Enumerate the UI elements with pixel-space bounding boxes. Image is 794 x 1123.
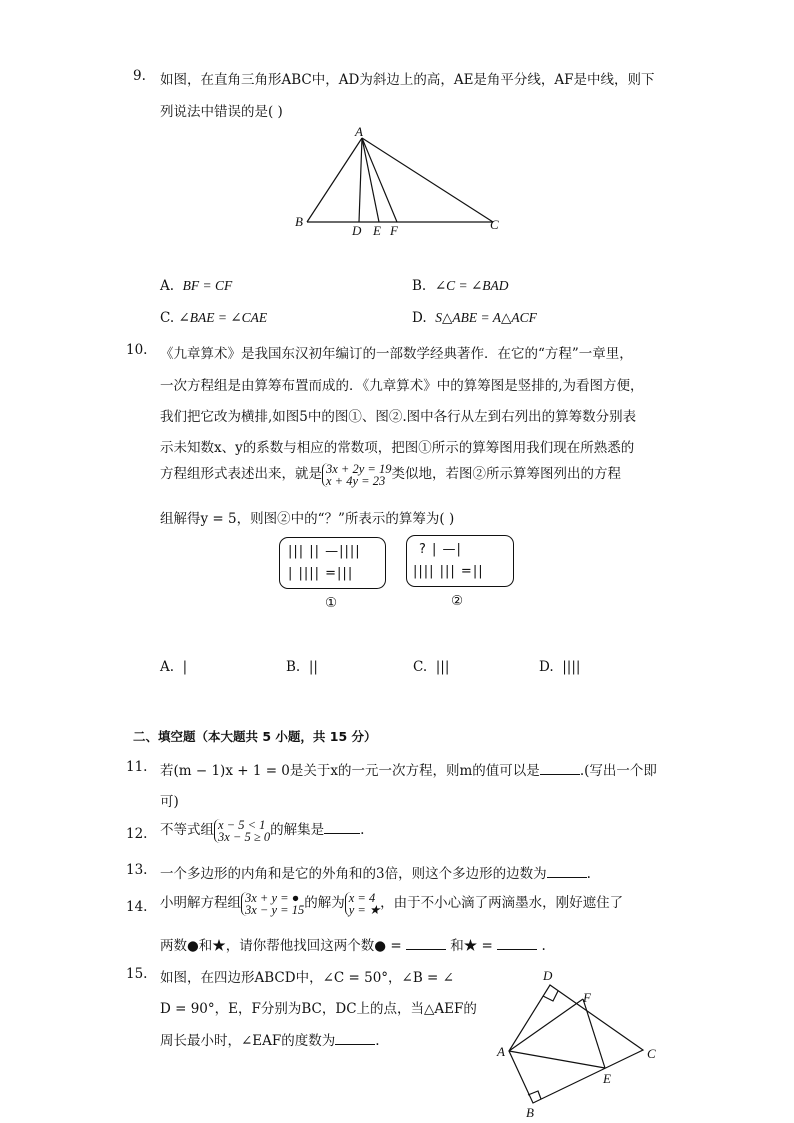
label-A: A [355,124,363,139]
q10-text-line5: 方程组形式表述出来，就是 3x + 2y = 19 x + 4y = 23 类似地，若图②所示算筹图列出的方程 [160,461,621,488]
counting-rod-figure-2 [406,535,514,587]
q13-answer-blank[interactable] [547,877,587,878]
label-F: F [390,223,398,238]
q14-text-line1: 小明解方程组 3x + y = ● 3x − y = 15的解为 x = 4 y = ★，由于不小心滴了两滴墨水，刚好遮住了 [160,890,624,917]
q14-answer-blank-2[interactable] [497,949,537,950]
q11-text-line1: 若(m − 1)x + 1 = 0是关于x的一元一次方程，则m的值可以是 .(写出一个即 [160,763,657,779]
fig2-row2: |||| ||| =|| [413,564,484,579]
label-E: E [373,223,381,238]
q14-solution-system: x = 4 y = ★ [345,892,380,916]
q15-quadrilateral-figure [490,962,670,1120]
q9-option-b[interactable]: B. ∠C = ∠BAD [412,278,509,294]
counting-rod-figure-1 [279,537,386,589]
q15-text-line2: D = 90°，E，F分别为BC，DC上的点，当△AEF的 [160,1001,477,1017]
fig2-caption: ② [451,593,464,609]
q14-answer-blank-1[interactable] [406,949,446,950]
q10-number: 10. [126,342,148,358]
q10-option-a[interactable]: A. | [160,659,188,675]
fig1-row2: | |||| =||| [288,566,354,581]
fig2-row1: ? | —| [419,542,462,557]
q13-number: 13. [126,862,148,878]
fig1-row1: ||| || —|||| [288,544,361,559]
q9-number: 9. [133,68,146,84]
q10-equation-system: 3x + 2y = 19 x + 4y = 23 [322,463,391,487]
q15-text-line3: 周长最小时，∠EAF的度数为 . [160,1033,380,1049]
q10-text-line6: 组解得y = 5，则图②中的“？”所表示的算筹为( ) [160,511,455,527]
q12-text: 不等式组 x − 5 < 1 3x − 5 ≥ 0的解集是 . [160,817,365,844]
label-D: D [543,968,553,983]
q10-text-line4: 示未知数x、y的系数与相应的常数项，把图①所示的算筹图用我们现在所熟悉的 [160,440,635,456]
label-C: C [647,1046,656,1061]
q9-option-c[interactable]: C. ∠BAE = ∠CAE [160,310,268,326]
q14-number: 14. [126,899,148,915]
q10-text-line1: 《九章算术》是我国东汉初年编订的一部数学经典著作．在它的“方程”一章里， [160,346,633,362]
q9-text-line1: 如图，在直角三角形ABC中，AD为斜边上的高，AE是角平分线，AF是中线，则下 [160,72,655,88]
label-D: D [352,223,362,238]
q14-text-line2: 两数●和★，请你帮他找回这两个数● = 和★ = . [160,938,546,954]
label-B: B [295,214,303,229]
q9-text-line2: 列说法中错误的是( ) [160,104,283,120]
label-F: F [583,990,591,1005]
q10-option-b[interactable]: B. || [286,659,318,675]
q15-text-line1: 如图，在四边形ABCD中，∠C = 50°，∠B = ∠ [160,970,454,986]
q11-number: 11. [126,759,148,775]
q15-answer-blank[interactable] [335,1044,375,1045]
q9-option-a[interactable]: A. BF = CF [160,278,233,294]
q9-option-d[interactable]: D. S△ABE = A△ACF [412,310,537,326]
label-C: C [490,217,499,232]
q15-number: 15. [126,966,148,982]
q10-text-line2: 一次方程组是由算筹布置而成的．《九章算术》中的算筹图是竖排的,为看图方便， [160,378,644,394]
q10-text-line3: 我们把它改为横排,如图5中的图①、图②.图中各行从左到右列出的算筹数分别表 [160,409,637,425]
q12-inequality-system: x − 5 < 1 3x − 5 ≥ 0 [214,819,270,843]
q14-equation-system: 3x + y = ● 3x − y = 15 [241,892,304,916]
label-B: B [526,1105,534,1120]
q11-text-line2: 可) [160,794,179,810]
label-E: E [603,1071,611,1086]
q9-triangle-figure [285,118,515,243]
section-heading: 二、填空题（本大题共 5 小题，共 15 分） [133,729,377,744]
q12-answer-blank[interactable] [324,833,360,834]
q13-text: 一个多边形的内角和是它的外角和的3倍，则这个多边形的边数为 . [160,866,591,882]
fig1-caption: ① [325,595,338,611]
q10-option-c[interactable]: C. ||| [413,659,450,675]
q10-option-d[interactable]: D. |||| [539,659,581,675]
q12-number: 12. [126,826,148,842]
label-A: A [497,1044,505,1059]
q11-answer-blank[interactable] [540,774,580,775]
